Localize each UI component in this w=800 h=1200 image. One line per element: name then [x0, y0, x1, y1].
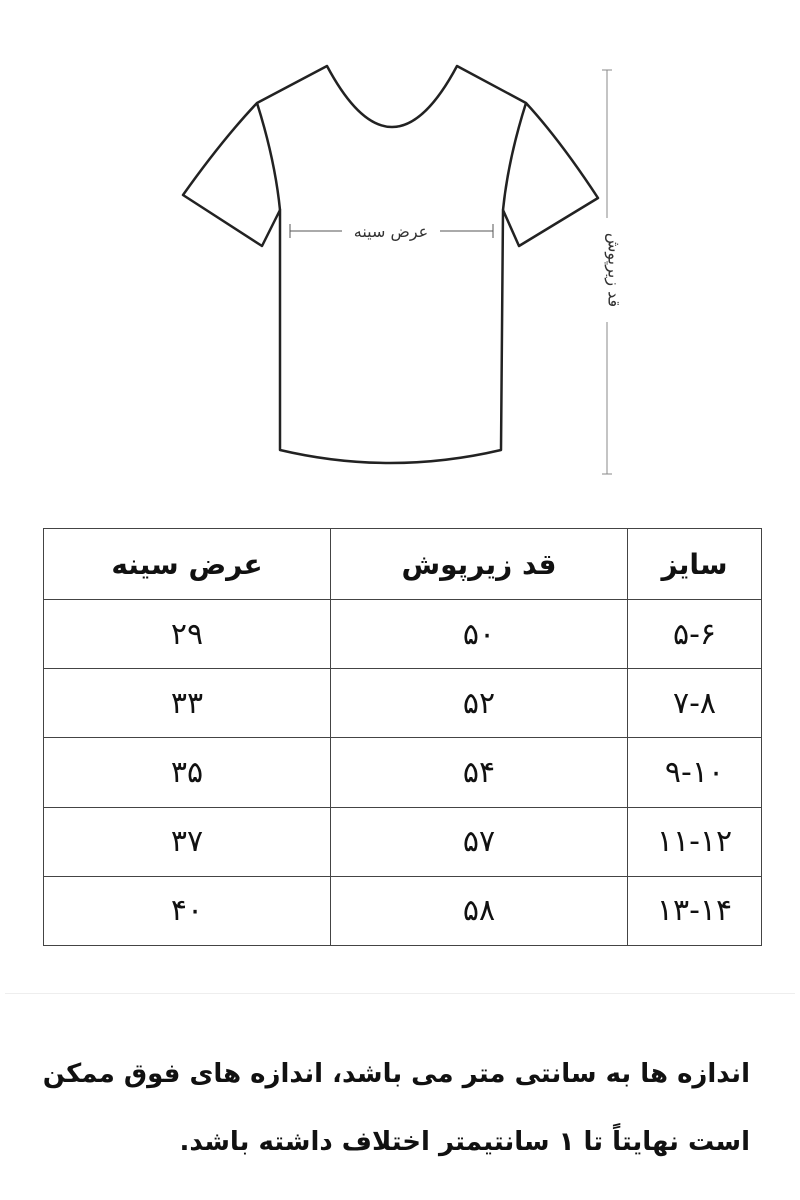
- tshirt-outline: [183, 66, 598, 463]
- cell-size: ۷-۸: [628, 669, 762, 738]
- cell-length: ۵۷: [331, 807, 628, 876]
- cell-length: ۵۴: [331, 738, 628, 807]
- note-line-1: اندازه ها به سانتی متر می باشد، اندازه های فوق ممکن: [42, 1059, 750, 1089]
- cell-length: ۵۰: [331, 600, 628, 669]
- length-measure-label: قد زیرپوش: [604, 232, 624, 308]
- table-row: [44, 600, 762, 669]
- cell-chest: ۴۰: [44, 876, 331, 945]
- size-table: [43, 528, 762, 946]
- cell-size: ۵-۶: [628, 600, 762, 669]
- cell-chest: ۳۳: [44, 669, 331, 738]
- chest-measure-label: عرض سینه: [353, 222, 429, 241]
- section-divider: [5, 993, 795, 994]
- header-chest: عرض سینه: [44, 529, 331, 600]
- table-row: [44, 876, 762, 945]
- cell-chest: ۳۷: [44, 807, 331, 876]
- table-header-row: [44, 529, 762, 600]
- cell-size: ۱۱-۱۲: [628, 807, 762, 876]
- cell-size: ۱۳-۱۴: [628, 876, 762, 945]
- note-line-2: است نهایتاً تا ۱ سانتیمتر اختلاف داشته باشد.: [179, 1127, 750, 1157]
- cell-length: ۵۸: [331, 876, 628, 945]
- size-note: [40, 1040, 750, 1176]
- header-length: قد زیرپوش: [331, 529, 628, 600]
- table-row: [44, 669, 762, 738]
- cell-chest: ۲۹: [44, 600, 331, 669]
- table-row: [44, 807, 762, 876]
- cell-length: ۵۲: [331, 669, 628, 738]
- cell-size: ۹-۱۰: [628, 738, 762, 807]
- tshirt-diagram: [0, 0, 800, 500]
- header-size: سایز: [628, 529, 762, 600]
- right-sleeve-seam: [503, 103, 526, 210]
- left-sleeve-seam: [257, 103, 280, 210]
- cell-chest: ۳۵: [44, 738, 331, 807]
- table-row: [44, 738, 762, 807]
